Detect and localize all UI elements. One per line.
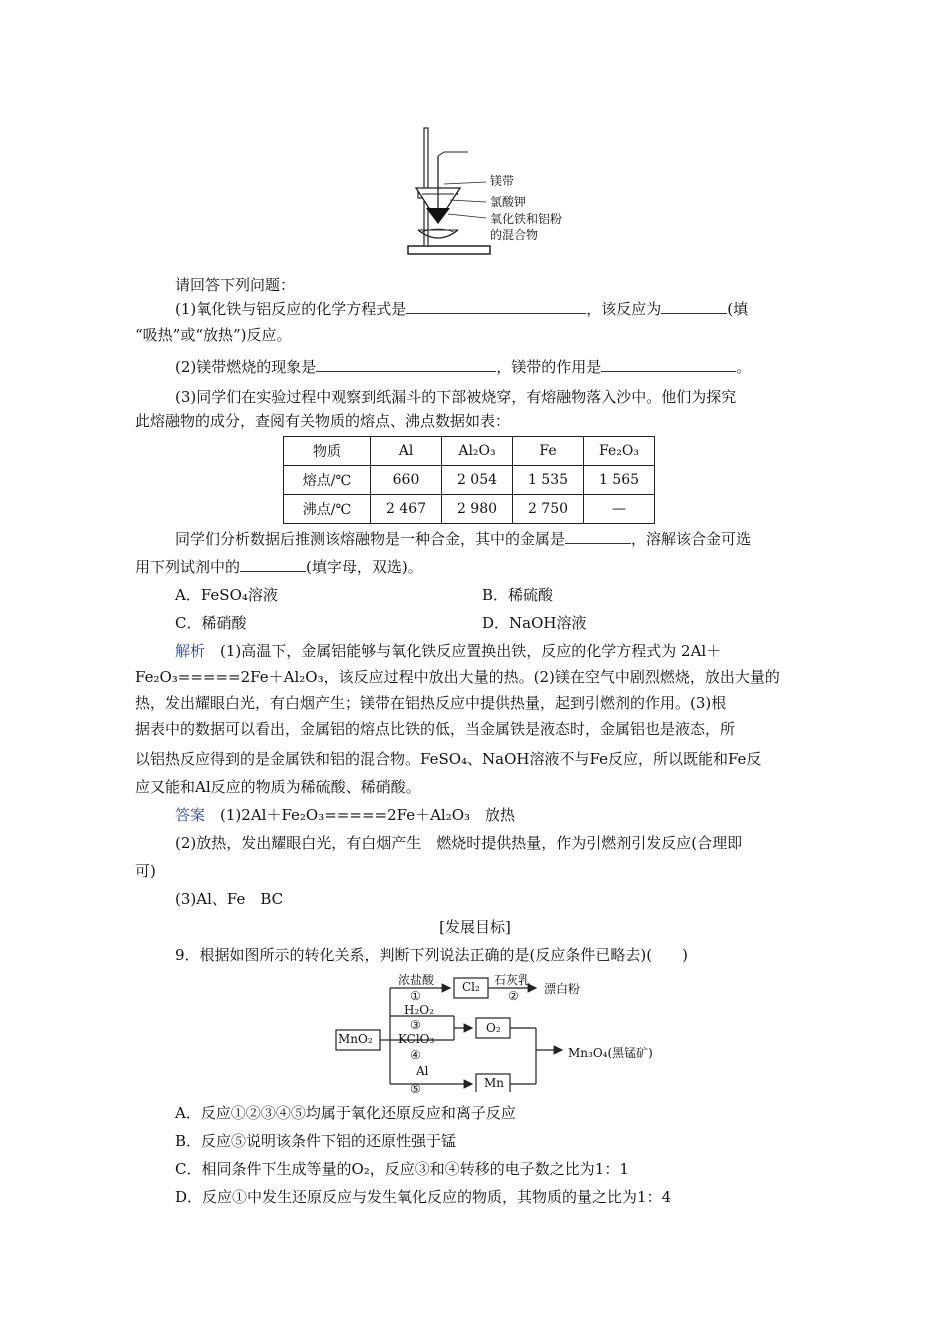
- scheme-reagent4: KClO₃: [398, 1032, 435, 1046]
- scheme-num2: ②: [508, 989, 519, 1003]
- scheme-o2: O₂: [486, 1021, 501, 1035]
- label-kclo3: 氯酸钾: [490, 195, 527, 209]
- intro: 请回答下列问题：: [175, 276, 296, 294]
- q1-line2: “吸热”或“放热”)反应。: [135, 326, 292, 344]
- analysis-line3: 热，发出耀眼白光，有白烟产生；镁带在铝热反应中提供热量，起到引燃剂的作用。(3)根: [135, 694, 727, 712]
- after-table-line1: 同学们分析数据后推测该熔融物是一种合金，其中的金属是 ，溶解该合金可选: [175, 530, 752, 548]
- table-cell: 2 750: [513, 495, 584, 524]
- analysis-tag: 解析: [175, 642, 206, 660]
- table-cell: —: [584, 495, 655, 524]
- answer-line3: 可): [135, 862, 156, 880]
- scheme-mn: Mn: [484, 1076, 505, 1090]
- scheme-mno2: MnO₂: [338, 1032, 373, 1046]
- table-header-cell: Al: [371, 437, 442, 466]
- scheme-cl2: Cl₂: [462, 980, 480, 994]
- table-header-cell: Al₂O₃: [442, 437, 513, 466]
- table-cell: 1 565: [584, 466, 655, 495]
- table-cell: 熔点/℃: [284, 466, 371, 495]
- label-mixture-2: 的混合物: [490, 228, 539, 242]
- option-c: C．稀硝酸: [175, 614, 247, 632]
- q3-line1: (3)同学们在实验过程中观察到纸漏斗的下部被烧穿，有熔融物落入沙中。他们为探究: [175, 388, 737, 406]
- scheme-product1: 漂白粉: [544, 982, 581, 996]
- scheme-num1: ①: [410, 989, 421, 1003]
- table-header-row: [284, 437, 655, 466]
- q9-option-d: D．反应①中发生还原反应与发生氧化反应的物质，其物质的量之比为1：4: [175, 1188, 672, 1206]
- analysis-line1: 解析 (1)高温下，金属铝能够与氧化铁反应置换出铁，反应的化学方程式为 2Al＋: [175, 642, 722, 660]
- option-b: B．稀硫酸: [482, 586, 554, 604]
- after-table-line2: 用下列试剂中的 (填字母，双选)。: [135, 558, 423, 576]
- scheme-reagent3: H₂O₂: [404, 1003, 434, 1017]
- answer-tag: 答案: [175, 806, 206, 824]
- table-header-cell: Fe: [513, 437, 584, 466]
- analysis-line2: Fe₂O₃=====2Fe＋Al₂O₃，该反应过程中放出大量的热。(2)镁在空气中剧烈燃烧，放出大量的: [135, 668, 780, 686]
- scheme-num4: ④: [410, 1048, 421, 1062]
- label-mg-ribbon: 镁带: [490, 174, 515, 188]
- properties-table: [283, 436, 655, 524]
- analysis-line6: 应又能和Al反应的物质为稀硫酸、稀硝酸。: [135, 778, 421, 796]
- q9-option-c: C．相同条件下生成等量的O₂，反应③和④转移的电子数之比为1：1: [175, 1160, 629, 1178]
- table-cell: 2 980: [442, 495, 513, 524]
- q3-line2: 此熔融物的成分，查阅有关物质的熔点、沸点数据如表：: [135, 412, 511, 430]
- table-cell: 660: [371, 466, 442, 495]
- scheme-product2: Mn₃O₄(黑锰矿): [568, 1046, 653, 1060]
- answer-line4: (3)Al、Fe BC: [175, 890, 284, 908]
- table-header-cell: 物质: [284, 437, 371, 466]
- section-title: [发展目标]: [439, 918, 511, 936]
- scheme-reagent2: 石灰乳: [494, 973, 531, 987]
- table-cell: 2 054: [442, 466, 513, 495]
- scheme-num5: ⑤: [410, 1082, 421, 1096]
- scheme-reagent1: 浓盐酸: [398, 973, 435, 987]
- q9-option-a: A．反应①②③④⑤均属于氧化还原反应和离子反应: [175, 1104, 516, 1122]
- table-row: [284, 495, 655, 524]
- q9-stem: 9．根据如图所示的转化关系，判断下列说法正确的是(反应条件已略去)( ): [175, 946, 688, 964]
- table-header-cell: Fe₂O₃: [584, 437, 655, 466]
- q2-line: (2)镁带燃烧的现象是 ，镁带的作用是 。: [175, 358, 752, 376]
- q9-option-b: B．反应⑤说明该条件下铝的还原性强于锰: [175, 1132, 457, 1150]
- table-cell: 沸点/℃: [284, 495, 371, 524]
- answer-line2: (2)放热，发出耀眼白光，有白烟产生 燃烧时提供热量，作为引燃剂引发反应(合理即: [175, 834, 743, 852]
- answer-line1: 答案 (1)2Al＋Fe₂O₃=====2Fe＋Al₂O₃ 放热: [175, 806, 516, 824]
- label-mixture: 氧化铁和铝粉: [490, 212, 563, 226]
- analysis-line5: 以铝热反应得到的是金属铁和铝的混合物。FeSO₄、NaOH溶液不与Fe反应，所以既能和Fe反: [135, 750, 762, 768]
- analysis-line4: 据表中的数据可以看出，金属铝的熔点比铁的低，当金属铁是液态时，金属铝也是液态，所: [135, 720, 736, 738]
- scheme-num3: ③: [410, 1018, 421, 1032]
- scheme-reagent5: Al: [416, 1064, 429, 1078]
- option-a: A．FeSO₄溶液: [175, 586, 278, 604]
- q1-line1: (1)氧化铁与铝反应的化学方程式是 ，该反应为 (填: [175, 300, 749, 318]
- table-cell: 1 535: [513, 466, 584, 495]
- table-row: [284, 466, 655, 495]
- option-d: D．NaOH溶液: [482, 614, 587, 632]
- table-cell: 2 467: [371, 495, 442, 524]
